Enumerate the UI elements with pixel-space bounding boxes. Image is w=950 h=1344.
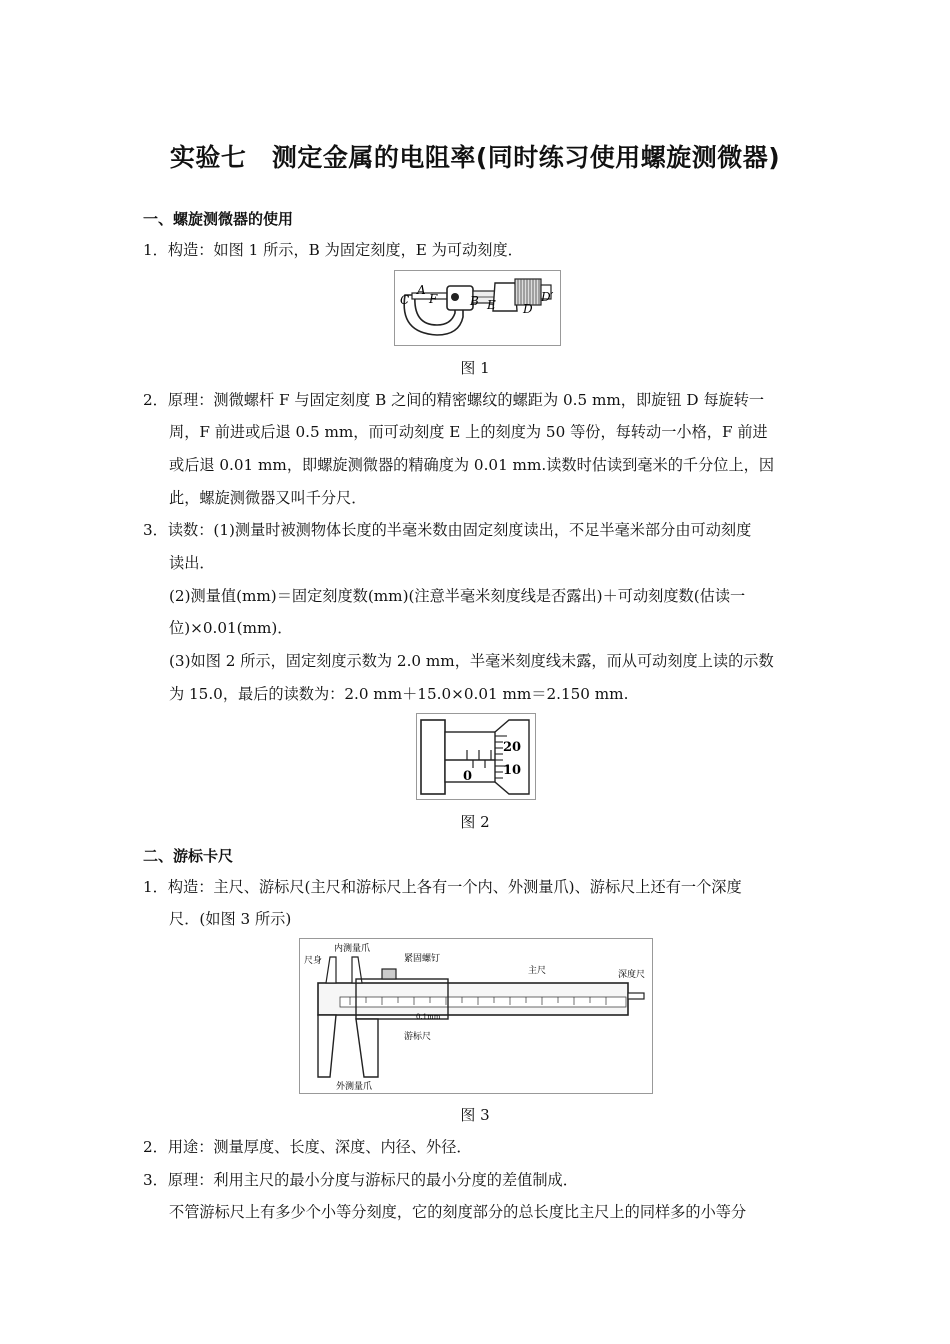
scale-label-20: 20 xyxy=(503,740,522,755)
paragraph-structure: 1．构造：如图 1 所示，B 为固定刻度，E 为可动刻度． xyxy=(143,241,523,259)
figure-3-caption: 图 3 xyxy=(460,1106,490,1124)
paragraph-vernier-structure-line-2: 尺．(如图 3 所示) xyxy=(169,910,292,928)
caliper-drawing xyxy=(300,939,652,1093)
figure-1-micrometer xyxy=(394,270,561,346)
paragraph-reading-line-3: (2)测量值(mm)＝固定刻度数(mm)(注意半毫米刻度线是否露出)＋可动刻度数(估读一 xyxy=(169,587,746,605)
label-F: F xyxy=(429,292,438,306)
label-inner-jaw: 内测量爪 xyxy=(334,944,371,954)
label-lock-screw: 紧固螺钉 xyxy=(404,954,441,964)
paragraph-principle-line-3: 或后退 0.01 mm，即螺旋测微器的精确度为 0.01 mm.读数时估读到毫米的千分位上，因 xyxy=(169,456,775,474)
paragraph-principle-line-1: 2．原理：测微螺杆 F 与固定刻度 B 之间的精密螺纹的螺距为 0.5 mm，即旋钮 D 每旋转一 xyxy=(143,391,765,409)
scale-label-0: 0 xyxy=(463,769,473,784)
paragraph-vernier-structure-line-1: 1．构造：主尺、游标尺(主尺和游标尺上各有一个内、外测量爪)、游标尺上还有一个深度 xyxy=(143,878,742,896)
figure-2-scale xyxy=(416,713,536,800)
label-resolution: 0.1mm xyxy=(416,1013,441,1021)
label-A: A xyxy=(417,283,426,297)
page-title: 实验七 测定金属的电阻率(同时练习使用螺旋测微器) xyxy=(169,143,781,172)
label-main-scale: 主尺 xyxy=(528,966,547,976)
paragraph-reading-line-1: 3．读数：(1)测量时被测物体长度的半毫米数由固定刻度读出，不足半毫米部分由可动刻度 xyxy=(143,521,752,539)
figure-1-caption: 图 1 xyxy=(460,359,490,377)
label-outer-jaw: 外测量爪 xyxy=(336,1082,373,1092)
paragraph-vernier-principle-line-1: 3．原理：利用主尺的最小分度与游标尺的最小分度的差值制成． xyxy=(143,1171,578,1189)
paragraph-principle-line-2: 周，F 前进或后退 0.5 mm，而可动刻度 E 上的刻度为 50 等份，每转动一小格，F 前进 xyxy=(169,423,768,441)
paragraph-reading-line-2: 读出． xyxy=(169,554,215,572)
paragraph-reading-line-6: 为 15.0，最后的读数为：2.0 mm＋15.0×0.01 mm＝2.150 mm. xyxy=(169,685,629,703)
figure-3-caliper xyxy=(299,938,653,1094)
label-depth-rod: 深度尺 xyxy=(618,970,646,980)
figure-2-caption: 图 2 xyxy=(460,813,490,831)
label-C: C xyxy=(400,293,410,307)
section-heading-micrometer: 一、螺旋测微器的使用 xyxy=(143,210,294,228)
label-vernier-scale: 游标尺 xyxy=(404,1032,432,1042)
paragraph-vernier-principle-line-2: 不管游标尺上有多少个小等分刻度，它的刻度部分的总长度比主尺上的同样多的小等分 xyxy=(169,1203,747,1221)
label-ruler-body: 尺身 xyxy=(304,956,323,966)
label-B: B xyxy=(470,294,479,308)
scale-drawing xyxy=(417,714,535,799)
scale-label-10: 10 xyxy=(503,763,522,778)
section-heading-vernier: 二、游标卡尺 xyxy=(143,847,234,865)
paragraph-principle-line-4: 此，螺旋测微器又叫千分尺． xyxy=(169,489,367,507)
label-D: D xyxy=(523,302,533,316)
paragraph-reading-line-4: 位)×0.01(mm)． xyxy=(169,619,293,637)
micrometer-drawing xyxy=(395,271,560,345)
label-D-prime: D′ xyxy=(541,290,554,304)
label-E: E xyxy=(487,298,496,312)
paragraph-reading-line-5: (3)如图 2 所示，固定刻度示数为 2.0 mm，半毫米刻度线未露，而从可动刻度上读的示数 xyxy=(169,652,774,670)
paragraph-vernier-use: 2．用途：测量厚度、长度、深度、内径、外径． xyxy=(143,1138,472,1156)
